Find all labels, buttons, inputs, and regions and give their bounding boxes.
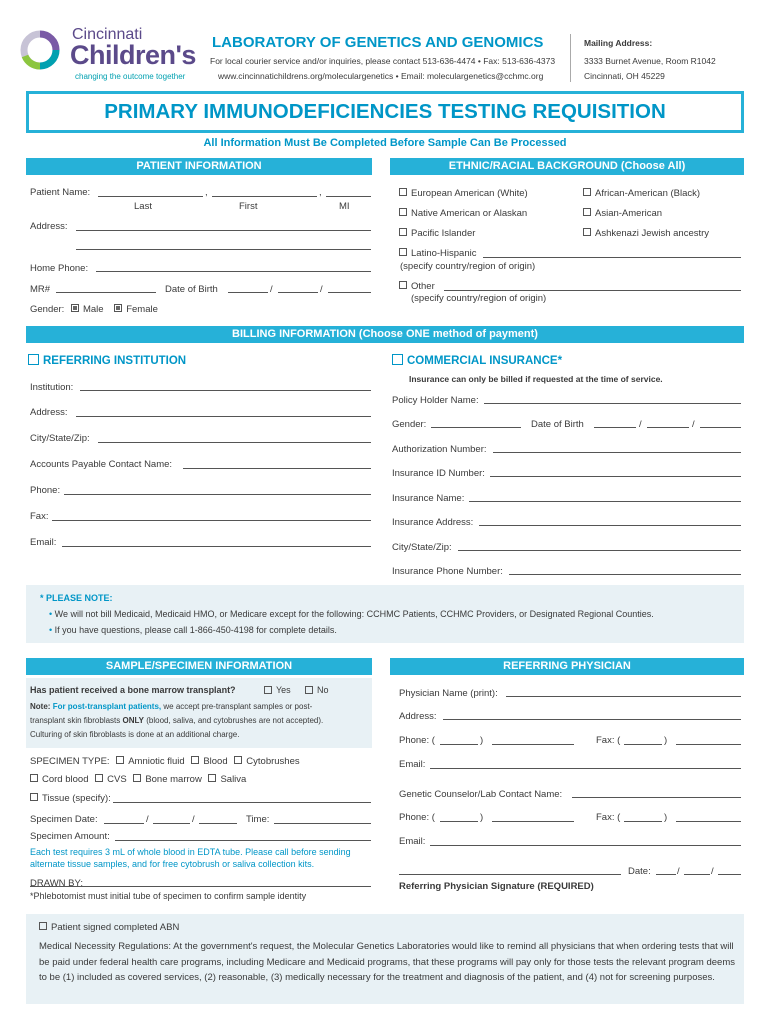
- abn-checkbox[interactable]: [39, 922, 47, 930]
- native-checkbox[interactable]: [399, 208, 407, 216]
- billing-phone-field[interactable]: [64, 494, 371, 495]
- slash: /: [320, 284, 323, 295]
- mi-caption: MI: [339, 201, 350, 212]
- cvs-checkbox[interactable]: [95, 774, 103, 782]
- billing-email-field[interactable]: [62, 546, 371, 547]
- european-checkbox[interactable]: [399, 188, 407, 196]
- dob-day-field[interactable]: [278, 292, 318, 293]
- ins-gender-label: Gender:: [392, 419, 427, 430]
- female-checkbox[interactable]: [114, 304, 122, 312]
- ins-dob-month-field[interactable]: [594, 427, 636, 428]
- mr-field[interactable]: [56, 292, 156, 293]
- billing-address-label: Address:: [30, 407, 68, 418]
- cord-blood-label: Cord blood: [42, 774, 89, 785]
- slash: /: [270, 284, 273, 295]
- african-label: African-American (Black): [595, 188, 701, 199]
- physician-phone-label: Phone: (: [399, 735, 435, 746]
- patient-name-label: Patient Name:: [30, 187, 91, 198]
- cytobrushes-label: Cytobrushes: [246, 756, 300, 767]
- patient-mi-field[interactable]: [326, 196, 371, 197]
- tissue-checkbox[interactable]: [30, 793, 38, 801]
- note-title: * PLEASE NOTE:: [40, 593, 113, 603]
- saliva-label: Saliva: [220, 774, 247, 785]
- logo-line1: Cincinnati: [72, 26, 143, 43]
- gender-label: Gender:: [30, 304, 65, 315]
- drawn-by-field[interactable]: [30, 886, 371, 887]
- bmt-no-checkbox[interactable]: [305, 686, 313, 694]
- amniotic-checkbox[interactable]: [116, 756, 124, 764]
- medical-necessity-text: Medical Necessity Regulations: At the government's request, the Molecular Genetics Laboratories would like to remind all physicians that when ordering tests that will be paid under federal health care programs, including Medicare and Medicaid programs, that these programs will pay only for those tests the relevant program deems to be (1) included as covered services, (2) reasonable, (3) medically necessary for the treatment and diagnosis of the patient, and (4) not for screening purposes.: [39, 941, 735, 983]
- physician-phone-area-field[interactable]: [440, 744, 478, 745]
- insurance-name-field[interactable]: [469, 501, 741, 502]
- abn-label: Patient signed completed ABN: [51, 922, 180, 933]
- male-label: Male: [82, 304, 104, 315]
- ethnic-header: ETHNIC/RACIAL BACKGROUND (Choose All): [390, 158, 744, 175]
- physician-address-field[interactable]: [443, 719, 741, 720]
- note-rest2a: transplant skin fibroblasts: [30, 716, 121, 725]
- latino-specify-field[interactable]: [483, 257, 741, 258]
- billing-fax-field[interactable]: [52, 520, 371, 521]
- first-caption: First: [239, 201, 258, 212]
- counselor-email-label: Email:: [399, 836, 426, 847]
- comma: ,: [319, 187, 322, 198]
- native-label: Native American or Alaskan: [411, 208, 528, 219]
- address-label: Address:: [30, 221, 68, 232]
- ashkenazi-checkbox[interactable]: [583, 228, 591, 236]
- dob-label: Date of Birth: [165, 284, 218, 295]
- counselor-fax-field[interactable]: [676, 821, 741, 822]
- counselor-field[interactable]: [572, 797, 741, 798]
- specimen-date-year-field[interactable]: [199, 823, 237, 824]
- slash: /: [146, 814, 149, 825]
- billing-city-label: City/State/Zip:: [30, 433, 90, 444]
- insurance-address-field[interactable]: [479, 525, 741, 526]
- ins-city-label: City/State/Zip:: [392, 542, 452, 553]
- tissue-field[interactable]: [113, 802, 371, 803]
- paren: ): [664, 812, 668, 823]
- ins-dob-day-field[interactable]: [647, 427, 689, 428]
- african-checkbox[interactable]: [583, 188, 591, 196]
- paren: ): [664, 735, 668, 746]
- ins-phone-label: Insurance Phone Number:: [392, 566, 503, 577]
- billing-email-label: Email:: [30, 537, 57, 548]
- home-phone-field[interactable]: [96, 271, 371, 272]
- ins-dob-year-field[interactable]: [700, 427, 741, 428]
- latino-note: (specify country/region of origin): [400, 261, 536, 272]
- female-label: Female: [126, 304, 158, 315]
- paren: ): [480, 735, 484, 746]
- logo: [20, 20, 200, 82]
- dob-year-field[interactable]: [328, 292, 371, 293]
- auth-label: Authorization Number:: [392, 444, 487, 455]
- tissue-label: Tissue (specify):: [42, 793, 111, 804]
- signature-field[interactable]: [399, 874, 621, 875]
- contact-line: For local courier service and/or inquiries, please contact 513-636-4474 • Fax: 513-636-4373: [210, 56, 556, 66]
- note-label: Note:: [30, 702, 51, 711]
- ap-contact-field[interactable]: [183, 468, 371, 469]
- mailing-label: Mailing Address:: [584, 38, 653, 48]
- cytobrushes-checkbox[interactable]: [234, 756, 242, 764]
- note-bullet2: If you have questions, please call 1-866-450-4198 for complete details.: [54, 625, 337, 635]
- referring-institution-label: REFERRING INSTITUTION: [43, 355, 187, 367]
- bmt-yes-label: Yes: [276, 685, 291, 695]
- physician-fax-field[interactable]: [676, 744, 741, 745]
- physician-email-label: Email:: [399, 759, 426, 770]
- bullet: •: [49, 609, 55, 619]
- bmt-no-label: No: [317, 685, 329, 695]
- bone-marrow-checkbox[interactable]: [133, 774, 141, 782]
- patient-last-field[interactable]: [98, 196, 203, 197]
- mailing-line1: 3333 Burnet Avenue, Room R1042: [584, 56, 716, 66]
- form-subtitle: All Information Must Be Completed Before Sample Can Be Processed: [203, 137, 567, 149]
- physician-name-field[interactable]: [506, 696, 741, 697]
- billing-phone-label: Phone:: [30, 485, 61, 496]
- counselor-phone-field[interactable]: [492, 821, 574, 822]
- logo-line2: Children's: [70, 40, 196, 70]
- bone-marrow-label: Bone marrow: [145, 774, 202, 785]
- edta-note2: alternate tissue samples, and for free cytobrush or saliva collection kits.: [30, 859, 315, 869]
- blood-label: Blood: [203, 756, 228, 767]
- note-rest1: we accept pre-transplant samples or post-: [163, 702, 313, 711]
- counselor-fax-label: Fax: (: [596, 812, 621, 823]
- lab-title: LABORATORY OF GENETICS AND GENOMICS: [212, 34, 544, 51]
- insurance-note: Insurance can only be billed if requested at the time of service.: [409, 374, 663, 384]
- note-highlight: For post-transplant patients,: [52, 702, 162, 711]
- male-checkbox[interactable]: [71, 304, 79, 312]
- policy-holder-label: Policy Holder Name:: [392, 395, 479, 406]
- time-label: Time:: [246, 814, 270, 825]
- specimen-type-label: SPECIMEN TYPE:: [30, 756, 110, 767]
- counselor-fax-area-field[interactable]: [624, 821, 662, 822]
- specimen-amount-field[interactable]: [115, 840, 371, 841]
- specimen-amount-label: Specimen Amount:: [30, 831, 110, 842]
- counselor-email-field[interactable]: [430, 845, 741, 846]
- physician-address-label: Address:: [399, 711, 437, 722]
- billing-city-field[interactable]: [98, 442, 371, 443]
- note-rest3: Culturing of skin fibroblasts is done at an additional charge.: [30, 730, 240, 739]
- latino-label: Latino-Hispanic: [411, 248, 477, 259]
- mailing-line2: Cincinnati, OH 45229: [584, 71, 665, 81]
- billing-header: BILLING INFORMATION (Choose ONE method of payment): [26, 326, 744, 343]
- physician-email-field[interactable]: [430, 768, 741, 769]
- note-bullet1: We will not bill Medicaid, Medicaid HMO, or Medicare except for the following: CCHMC Patients, CCHMC Providers, or Designated Regional Counties.: [54, 609, 654, 619]
- ins-dob-label: Date of Birth: [531, 419, 584, 430]
- physician-name-label: Physician Name (print):: [399, 688, 498, 699]
- referring-institution-checkbox[interactable]: [28, 354, 39, 365]
- asian-checkbox[interactable]: [583, 208, 591, 216]
- counselor-label: Genetic Counselor/Lab Contact Name:: [399, 789, 563, 800]
- slash: /: [711, 866, 714, 877]
- other-label: Other: [411, 281, 435, 292]
- billing-address-field[interactable]: [76, 416, 371, 417]
- sig-date-month-field[interactable]: [656, 874, 676, 875]
- pacific-checkbox[interactable]: [399, 228, 407, 236]
- saliva-checkbox[interactable]: [208, 774, 216, 782]
- drawn-by-label: DRAWN BY:: [30, 878, 83, 889]
- slash: /: [677, 866, 680, 877]
- ap-contact-label: Accounts Payable Contact Name:: [30, 459, 173, 470]
- logo-tagline: changing the outcome together: [75, 72, 186, 81]
- address-field-1[interactable]: [76, 230, 371, 231]
- address-field-2[interactable]: [76, 249, 371, 250]
- insurance-id-field[interactable]: [490, 476, 741, 477]
- blood-checkbox[interactable]: [191, 756, 199, 764]
- insurance-name-label: Insurance Name:: [392, 493, 465, 504]
- edta-note1: Each test requires 3 mL of whole blood in EDTA tube. Please call before sending: [30, 847, 351, 857]
- signature-label: Referring Physician Signature (REQUIRED): [399, 881, 594, 892]
- counselor-phone-area-field[interactable]: [440, 821, 478, 822]
- header-divider: [570, 34, 571, 82]
- bullet: •: [49, 625, 55, 635]
- bmt-question: Has patient received a bone marrow transplant?: [30, 685, 236, 695]
- physician-fax-area-field[interactable]: [624, 744, 662, 745]
- form-title-box: [26, 91, 744, 133]
- physician-fax-label: Fax: (: [596, 735, 621, 746]
- physician-phone-field[interactable]: [492, 744, 574, 745]
- auth-field[interactable]: [493, 452, 741, 453]
- slash: /: [692, 419, 695, 430]
- pacific-label: Pacific Islander: [411, 228, 476, 239]
- dob-month-field[interactable]: [228, 292, 268, 293]
- ins-phone-field[interactable]: [509, 574, 741, 575]
- patient-first-field[interactable]: [212, 196, 317, 197]
- slash: /: [192, 814, 195, 825]
- other-checkbox[interactable]: [399, 281, 407, 289]
- european-label: European American (White): [411, 188, 528, 199]
- insurance-address-label: Insurance Address:: [392, 517, 474, 528]
- note-only: ONLY: [122, 716, 144, 725]
- commercial-insurance-label: COMMERCIAL INSURANCE*: [407, 355, 563, 367]
- sample-header: SAMPLE/SPECIMEN INFORMATION: [26, 658, 372, 675]
- ins-city-field[interactable]: [458, 550, 741, 551]
- ashkenazi-label: Ashkenazi Jewish ancestry: [595, 228, 710, 239]
- date-label: Date:: [628, 866, 651, 877]
- commercial-insurance-checkbox[interactable]: [392, 354, 403, 365]
- slash: /: [639, 419, 642, 430]
- logo-mark-icon: [20, 22, 74, 78]
- time-field[interactable]: [274, 823, 371, 824]
- policy-holder-field[interactable]: [484, 403, 741, 404]
- billing-fax-label: Fax:: [30, 511, 49, 522]
- cvs-label: CVS: [107, 774, 127, 785]
- sig-date-year-field[interactable]: [718, 874, 741, 875]
- amniotic-label: Amniotic fluid: [128, 756, 185, 767]
- asian-label: Asian-American: [595, 208, 663, 219]
- mr-label: MR#: [30, 284, 51, 295]
- phlebotomist-note: *Phlebotomist must initial tube of specimen to confirm sample identity: [30, 891, 307, 901]
- other-note: (specify country/region of origin): [411, 293, 547, 304]
- institution-label: Institution:: [30, 382, 74, 393]
- note-rest2b: (blood, saliva, and cytobrushes are not accepted).: [146, 716, 324, 725]
- cord-blood-checkbox[interactable]: [30, 774, 38, 782]
- paren: ): [480, 812, 484, 823]
- specimen-date-label: Specimen Date:: [30, 814, 98, 825]
- institution-field[interactable]: [80, 390, 371, 391]
- insurance-id-label: Insurance ID Number:: [392, 468, 485, 479]
- form-title: PRIMARY IMMUNODEFICIENCIES TESTING REQUISITION: [104, 100, 666, 123]
- patient-info-header: PATIENT INFORMATION: [26, 158, 372, 175]
- specimen-date-month-field[interactable]: [104, 823, 144, 824]
- specimen-date-day-field[interactable]: [153, 823, 190, 824]
- ins-gender-field[interactable]: [431, 427, 521, 428]
- home-phone-label: Home Phone:: [30, 263, 89, 274]
- bmt-yes-checkbox[interactable]: [264, 686, 272, 694]
- gender-row: [30, 304, 158, 315]
- counselor-phone-label: Phone: (: [399, 812, 435, 823]
- other-specify-field[interactable]: [444, 290, 741, 291]
- physician-header: REFERRING PHYSICIAN: [390, 658, 744, 675]
- web-line: www.cincinnatichildrens.org/moleculargenetics • Email: moleculargenetics@cchmc.org: [218, 71, 544, 81]
- latino-checkbox[interactable]: [399, 248, 407, 256]
- last-caption: Last: [134, 201, 152, 212]
- sig-date-day-field[interactable]: [684, 874, 710, 875]
- comma: ,: [205, 187, 208, 198]
